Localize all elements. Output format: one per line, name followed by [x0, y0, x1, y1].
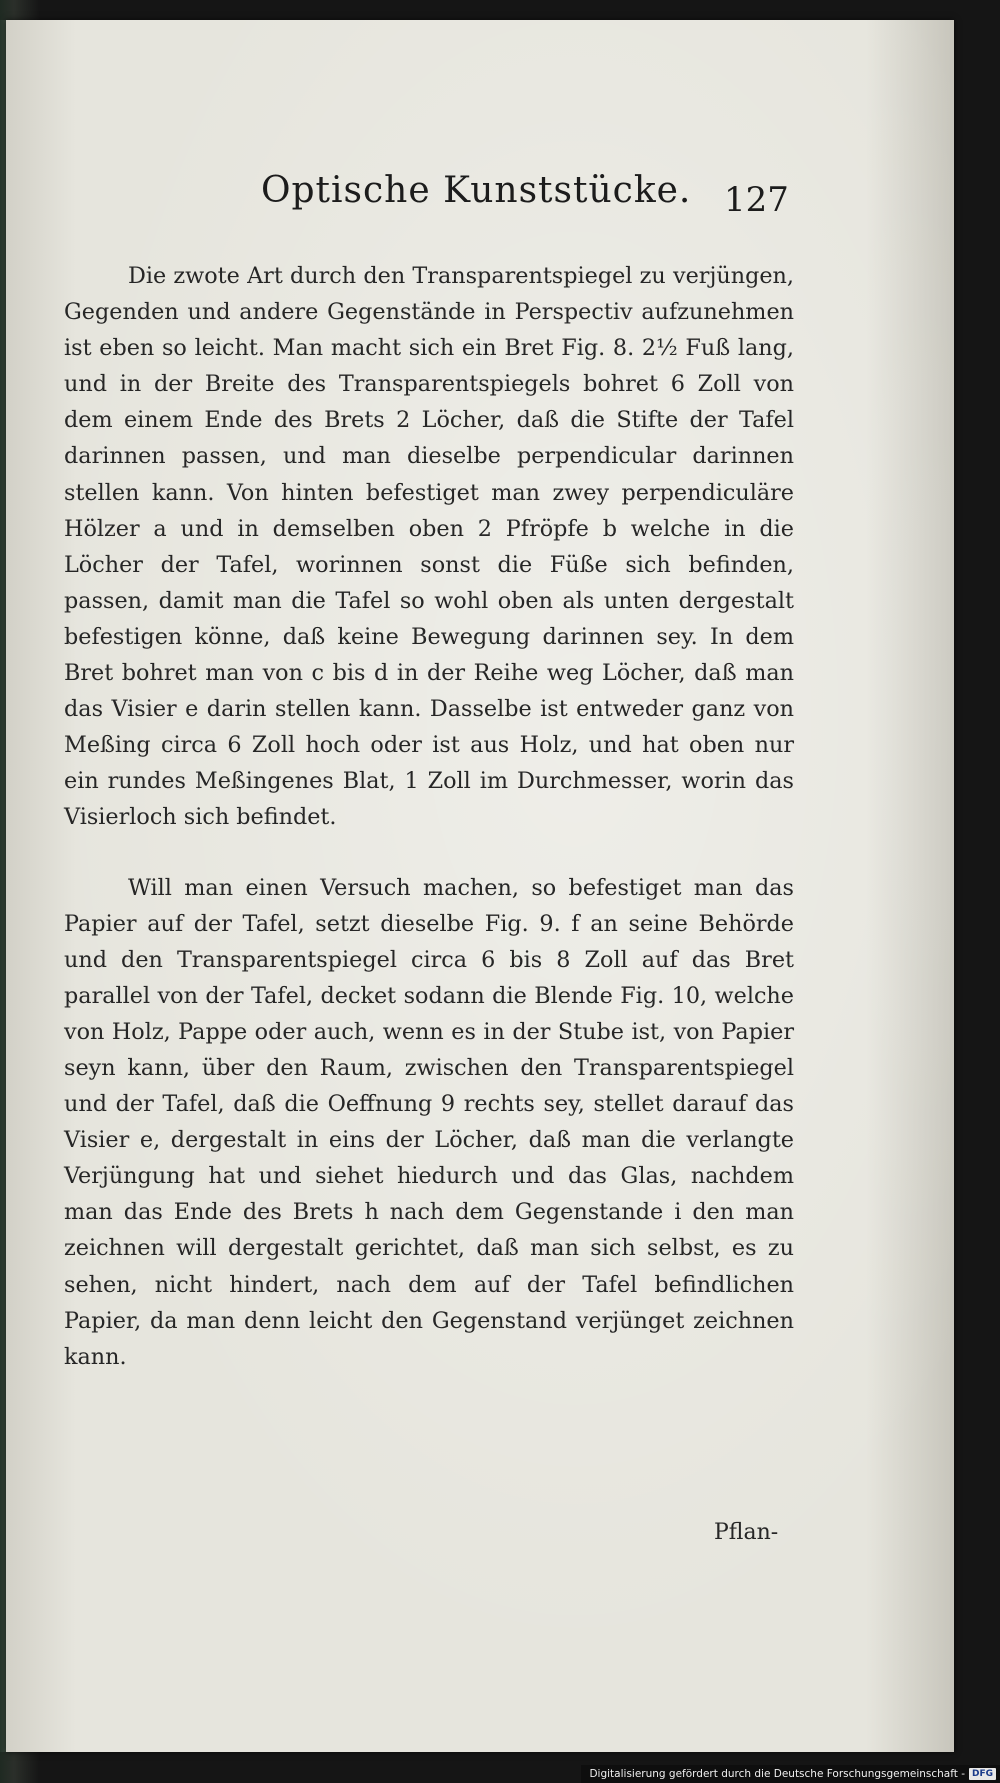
page-number: 127 — [724, 180, 789, 220]
digitization-credit-text: Digitalisierung gefördert durch die Deutsche Forschungsgemeinschaft - — [589, 1768, 965, 1780]
running-head: Optische Kunststücke. — [261, 170, 692, 211]
book-page — [6, 20, 954, 1752]
dfg-logo: DFG — [969, 1768, 996, 1780]
paragraph-2: Will man einen Versuch machen, so befestiget man das Papier auf der Tafel, setzt dieselbe Fig. 9. f an seine Behörde und den Transparentspiegel circa 6 bis 8 Zoll auf das Bret parallel von der Tafel, decket sodann die Blende Fig. 10, welche von Holz, Pappe oder auch, wenn es in der Stube ist, von Papier seyn kann, über den Raum, zwischen den Transparentspiegel und der Tafel, daß die Oeffnung 9 rechts sey, stellet darauf das Visier e, dergestalt in eins der Löcher, daß man die verlangte Verjüngung hat und siehet hiedurch und das Glas, nachdem man das Ende des Brets h nach dem Gegenstande i den man zeichnen will dergestalt gerichtet, daß man sich selbst, es zu sehen, nicht hindert, nach dem auf der Tafel befindlichen Papier, da man denn leicht den Gegenstand verjünget zeichnen kann. — [64, 874, 794, 1370]
body-text — [64, 258, 794, 1375]
catchword: Pflan- — [714, 1520, 779, 1545]
digitization-credit-bar — [581, 1765, 1000, 1783]
paragraph-1: Die zwote Art durch den Transparentspiegel zu verjüngen, Gegenden und andere Gegenstände in Perspectiv aufzunehmen ist eben so leicht. Man macht sich ein Bret Fig. 8. 2½ Fuß lang, und in der Breite des Transparentspiegels bohret 6 Zoll von dem einem Ende des Brets 2 Löcher, daß die Stifte der Tafel darinnen passen, und man dieselbe perpendicular darinnen stellen kann. Von hinten befestiget man zwey perpendiculäre Hölzer a und in demselben oben 2 Pfröpfe b welche in die Löcher der Tafel, worinnen sonst die Füße sich befinden, passen, damit man die Tafel so wohl oben als unten dergestalt befestigen könne, daß keine Bewegung darinnen sey. In dem Bret bohret man von c bis d in der Reihe weg Löcher, daß man das Visier e darin stellen kann. Dasselbe ist entweder ganz von Meßing circa 6 Zoll hoch oder ist aus Holz, und hat oben nur ein rundes Meßingenes Blat, 1 Zoll im Durchmesser, worin das Visierloch sich befindet. — [64, 263, 794, 831]
